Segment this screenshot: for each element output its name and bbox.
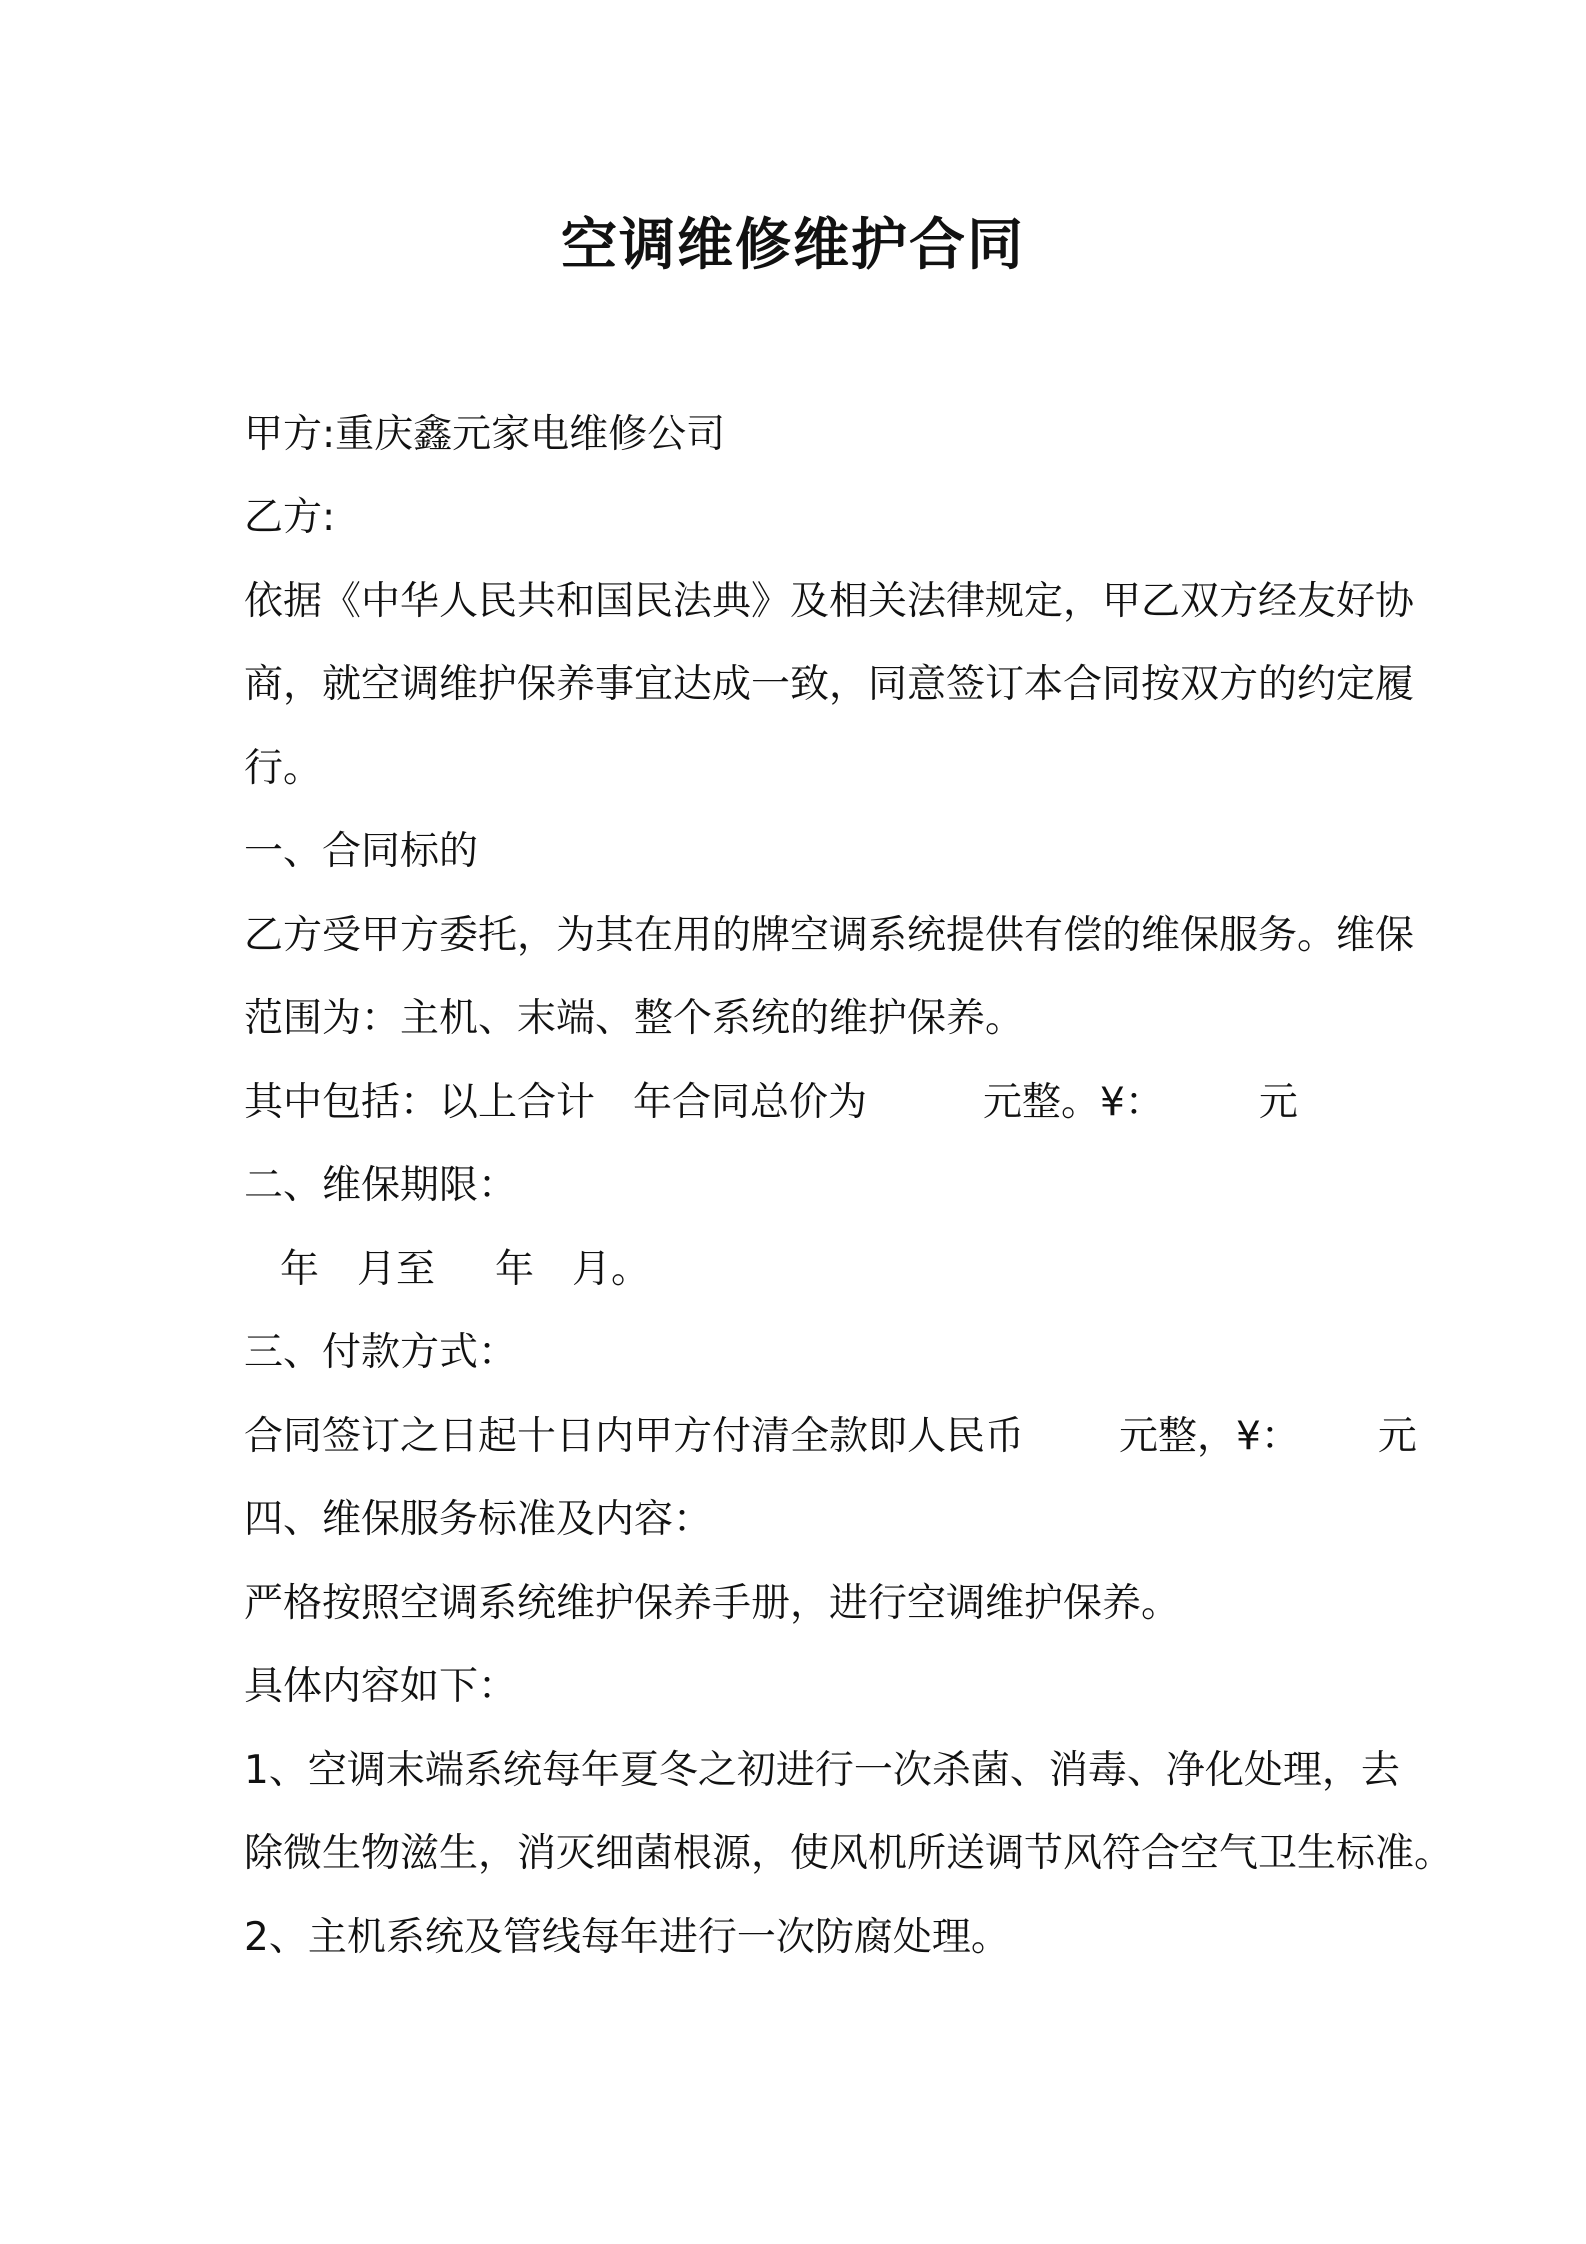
term-year-2: 年 [495, 1247, 535, 1292]
term-month-end: 月。 [572, 1247, 651, 1292]
term-month-to: 月至 [357, 1247, 436, 1292]
total-price-line [244, 1075, 1364, 1131]
item-1-line-1: 1、空调末端系统每年夏冬之初进行一次杀菌、消毒、净化处理，去 [244, 1748, 1400, 1793]
section-1-line-2: 范围为：主机、末端、整个系统的维护保养。 [244, 996, 1025, 1041]
section-3-heading: 三、付款方式： [244, 1330, 518, 1375]
section-4-details-heading: 具体内容如下： [244, 1664, 518, 1709]
section-4-standard: 严格按照空调系统维护保养手册，进行空调维护保养。 [244, 1581, 1181, 1626]
term-line [280, 1242, 1400, 1298]
payment-label-c: 元 [1377, 1414, 1417, 1459]
payment-line [244, 1409, 1417, 1465]
section-1-line-1: 乙方受甲方委托，为其在用的牌空调系统提供有偿的维保服务。维保 [244, 913, 1415, 958]
intro-line-1: 依据《中华人民共和国民法典》及相关法律规定，甲乙双方经友好协 [244, 579, 1415, 624]
payment-label-b: 元整，¥： [1119, 1414, 1300, 1459]
price-label-d: 元 [1258, 1080, 1298, 1125]
intro-line-3: 行。 [244, 746, 323, 791]
term-year-1: 年 [280, 1247, 320, 1292]
section-1-heading: 一、合同标的 [244, 829, 479, 874]
intro-line-2: 商，就空调维护保养事宜达成一致，同意签订本合同按双方的约定履 [244, 662, 1415, 707]
party-b-line: 乙方: [244, 495, 336, 540]
page-title: 空调维修维护合同 [561, 213, 1025, 278]
price-label-c: 元整。¥： [983, 1080, 1164, 1125]
party-a-line: 甲方:重庆鑫元家电维修公司 [244, 412, 726, 457]
price-label-b: 年合同总价为 [633, 1080, 868, 1125]
section-2-heading: 二、维保期限： [244, 1163, 518, 1208]
section-4-heading: 四、维保服务标准及内容： [244, 1497, 713, 1542]
item-1-line-2: 除微生物滋生，消灭细菌根源，使风机所送调节风符合空气卫生标准。 [244, 1831, 1454, 1876]
price-label-a: 其中包括：以上合计 [244, 1080, 596, 1125]
payment-label-a: 合同签订之日起十日内甲方付清全款即人民币 [244, 1414, 1025, 1459]
item-2-line: 2、主机系统及管线每年进行一次防腐处理。 [244, 1915, 1010, 1960]
